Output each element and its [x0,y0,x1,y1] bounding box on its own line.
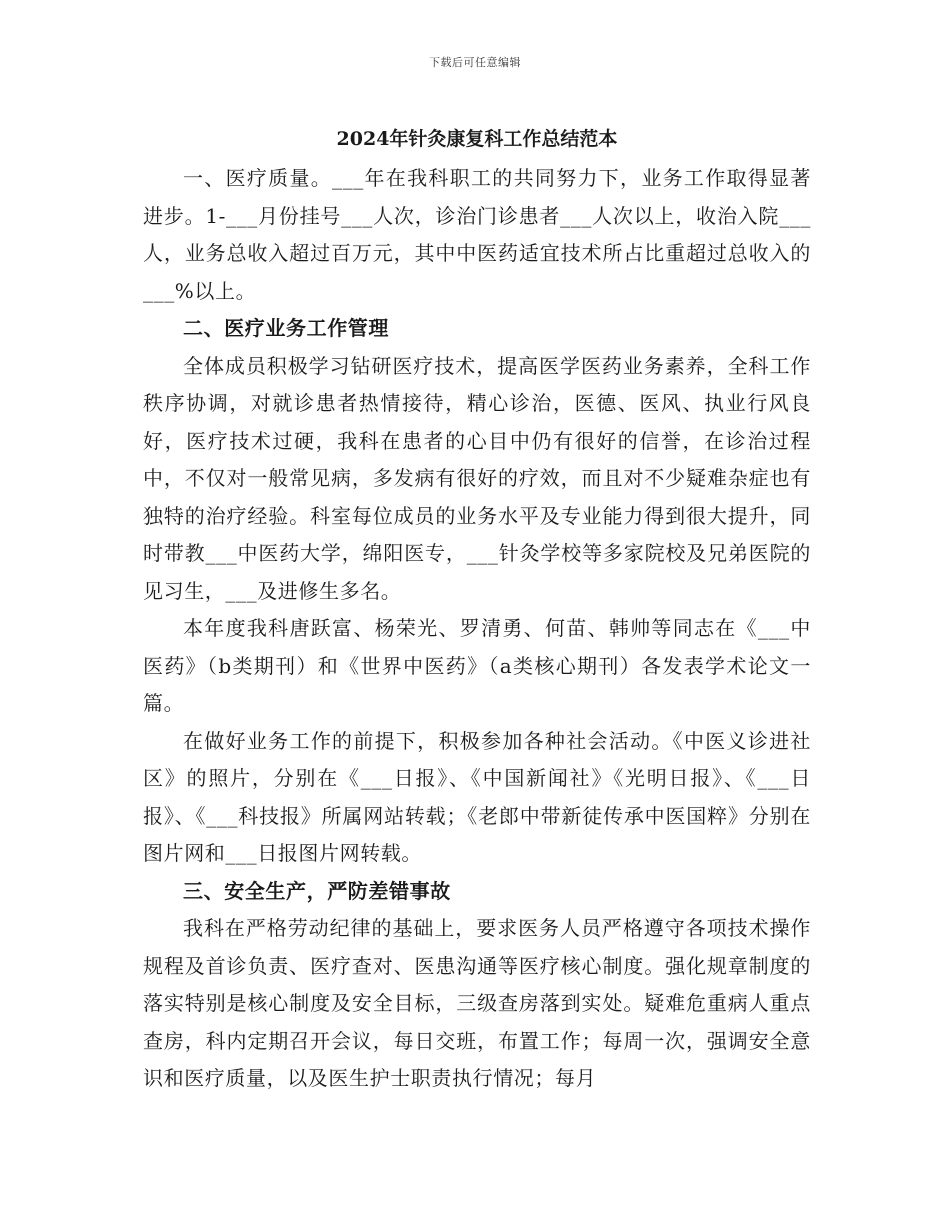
page-header-note: 下载后可任意编辑 [429,56,521,69]
paragraph-safety: 我科在严格劳动纪律的基础上，要求医务人员严格遵守各项技术操作规程及首诊负责、医疗查对、医患沟通等医疗核心制度。强化规章制度的落实特别是核心制度及安全目标，三级查房落到实处。疑难危重病人重点查房，科内定期召开会议，每日交班，布置工作；每周一次，强调安全意识和医疗质量，以及医生护士职责执行情况；每月 [143,916,811,1090]
paragraph-social-activities: 在做好业务工作的前提下，积极参加各种社会活动。《中医义诊进社区》的照片，分别在《___日报》、《中国新闻社》《光明日报》、《___日报》、《___科技报》所属网站转载；《老郎中带新徒传承中医国粹》分别在图片网和___日报图片网转载。 [143,728,811,865]
section-heading-business-management: 二、医疗业务工作管理 [183,316,389,340]
paragraph-publications: 本年度我科唐跃富、杨荣光、罗清勇、何苗、韩帅等同志在《___中医药》（b类期刊）和《世界中医药》（a类核心期刊）各发表学术论文一篇。 [143,616,811,715]
document-body [143,122,811,1098]
section-heading-safety: 三、安全生产，严防差错事故 [183,878,451,903]
paragraph-medical-quality: 一、医疗质量。___年在我科职工的共同努力下，业务工作取得显著进步。1-___月份挂号___人次，诊治门诊患者___人次以上，收治入院___人，业务总收入超过百万元，其中中医药适宜技术所占比重超过总收入的___%以上。 [143,166,811,303]
paragraph-business-management: 全体成员积极学习钻研医疗技术，提高医学医药业务素养，全科工作秩序协调，对就诊患者热情接待，精心诊治，医德、医风、执业行风良好，医疗技术过硬，我科在患者的心目中仍有很好的信誉，在诊治过程中，不仅对一般常见病，多发病有很好的疗效，而且对不少疑难杂症也有独特的治疗经验。科室每位成员的业务水平及专业能力得到很大提升，同时带教___中医药大学，绵阳医专，___针灸学校等多家院校及兄弟医院的见习生，___及进修生多名。 [143,353,811,603]
document-title: 2024年针灸康复科工作总结范本 [336,128,618,150]
